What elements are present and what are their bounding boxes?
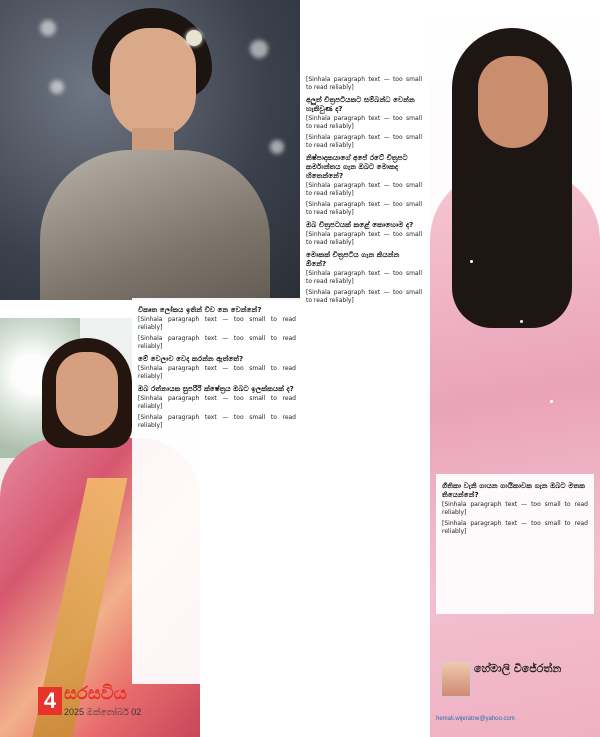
jewelry-icon (186, 30, 202, 46)
portrait-photo-top (0, 0, 300, 300)
article-paragraph: [Sinhala paragraph text — too small to read reliably] (306, 201, 422, 216)
article-question: නිෂ්පාදකයාගේ අපේ රටේ චිත්‍රපට කර්මාන්තය ගැන ඔබට මොකද හිතෙන්නේ? (306, 153, 408, 180)
article-question: මොකක් චිත්‍රපටිය ගැන කියන්න ඕනේ? (306, 250, 400, 268)
article-paragraph: [Sinhala paragraph text — too small to read reliably] (306, 115, 422, 130)
dress-shape (40, 150, 270, 300)
article-paragraph: [Sinhala paragraph text — too small to read reliably] (138, 365, 296, 380)
bokeh-light (250, 40, 268, 58)
article-paragraph: [Sinhala paragraph text — too small to read reliably] (306, 182, 422, 197)
article-paragraph: [Sinhala paragraph text — too small to read reliably] (306, 231, 422, 246)
article-paragraph: [Sinhala paragraph text — too small to read reliably] (306, 134, 422, 149)
sparkle-dot (550, 400, 553, 403)
bokeh-light (270, 140, 284, 154)
bokeh-light (40, 20, 56, 36)
article-paragraph: [Sinhala paragraph text — too small to read reliably] (138, 335, 296, 350)
author-avatar (441, 661, 471, 697)
article-question: ඔබ චිත්‍රපටයක් කළේ කොහොම ද? (306, 220, 414, 229)
portrait-photo-right (430, 0, 600, 737)
article-paragraph: [Sinhala paragraph text — too small to read reliably] (138, 395, 296, 410)
article-column-middle (300, 72, 428, 732)
article-question: ගීතිකා වැනි ගායන ගායිකාවක ගැන ඔබට මතක තියෙන්නේ? (442, 481, 586, 499)
sparkle-dot (520, 320, 523, 323)
article-column-right (436, 474, 594, 614)
sparkle-dot (470, 260, 473, 263)
article-question: මේ වෙලාව වෙද කරන්න ඇත්තේ? (138, 354, 244, 363)
article-paragraph: [Sinhala paragraph text — too small to read reliably] (138, 414, 296, 429)
author-name: හේමාලි විජේරත්න (474, 662, 562, 675)
page-number: 4 (38, 687, 62, 715)
article-paragraph: [Sinhala paragraph text — too small to read reliably] (138, 316, 296, 331)
author-email-link[interactable]: hemali.wijeratne@yahoo.com (436, 716, 515, 722)
article-paragraph: [Sinhala paragraph text — too small to read reliably] (306, 76, 422, 91)
masthead-logo: සරසවිය (64, 683, 127, 704)
article-question: ඔබ රත්නායක සුපරිරි ක්ෂේත්‍රය ඔබට ඉලක්කයක් ද? (138, 384, 294, 393)
article-question: විකෘත ලෝකය ඉතින් විව නෙ වෙන්නේ? (138, 305, 262, 314)
article-paragraph: [Sinhala paragraph text — too small to read reliably] (306, 289, 422, 304)
article-paragraph: [Sinhala paragraph text — too small to read reliably] (442, 501, 588, 516)
article-paragraph: [Sinhala paragraph text — too small to read reliably] (306, 270, 422, 285)
issue-date: 2025 ඔක්තෝබර් 02 (64, 707, 142, 717)
face-shape (110, 28, 196, 138)
face-shape (478, 56, 548, 148)
article-column-left (132, 298, 302, 684)
article-paragraph: [Sinhala paragraph text — too small to read reliably] (442, 520, 588, 535)
face-shape (56, 352, 118, 436)
article-question: අලුත් චිත්‍රපටියකට සම්බන්ධ වෙන්න හැකිවුණ ද? (306, 95, 415, 113)
bokeh-light (50, 80, 64, 94)
